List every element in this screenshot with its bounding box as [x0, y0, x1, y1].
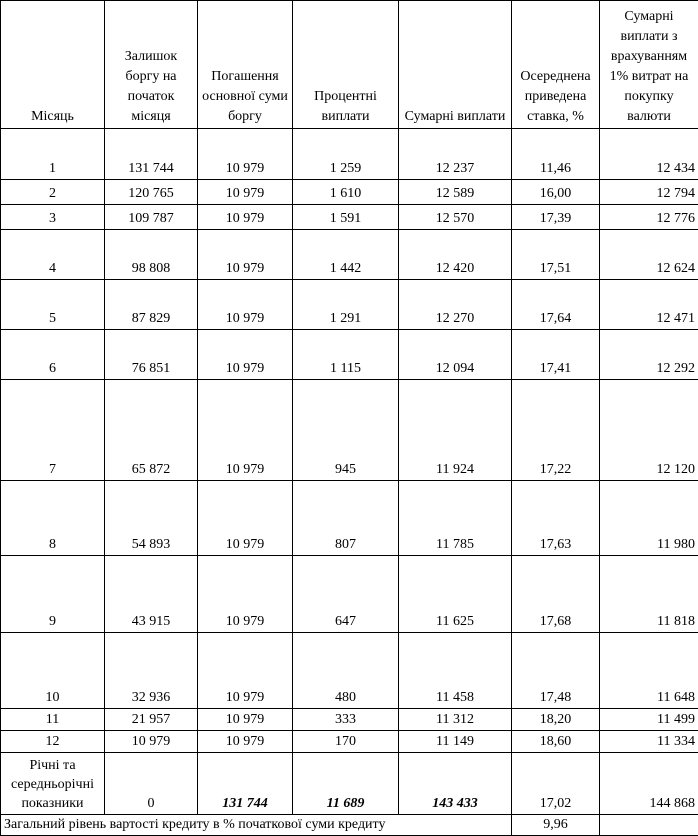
cell-total: 11 785 — [399, 481, 512, 556]
cell-total-fx: 12 624 — [600, 230, 698, 280]
table-row — [1, 731, 698, 753]
cell-total: 12 570 — [399, 205, 512, 230]
cell-rate: 18,60 — [512, 731, 600, 753]
cell-debt-balance: 109 787 — [105, 205, 198, 230]
cell-principal: 10 979 — [198, 380, 293, 481]
cell-principal: 10 979 — [198, 180, 293, 205]
cell-principal: 10 979 — [198, 205, 293, 230]
cell-total-fx: 12 776 — [600, 205, 698, 230]
cell-total-fx: 11 980 — [600, 481, 698, 556]
cell-total-fx: 11 499 — [600, 709, 698, 731]
cell-interest: 170 — [293, 731, 399, 753]
totals-total: 143 433 — [399, 753, 512, 815]
cell-principal: 10 979 — [198, 230, 293, 280]
cell-interest: 945 — [293, 380, 399, 481]
cell-rate: 17,64 — [512, 280, 600, 330]
footer-row — [1, 815, 698, 836]
cell-total: 11 458 — [399, 633, 512, 709]
cell-principal: 10 979 — [198, 481, 293, 556]
table-row — [1, 330, 698, 380]
footer-value: 9,96 — [512, 815, 600, 836]
table-row — [1, 280, 698, 330]
cell-rate: 18,20 — [512, 709, 600, 731]
cell-month: 8 — [1, 481, 105, 556]
header-debt-balance: Залишок боргу на початок місяця — [105, 1, 198, 129]
cell-rate: 11,46 — [512, 129, 600, 180]
cell-rate: 17,41 — [512, 330, 600, 380]
cell-month: 3 — [1, 205, 105, 230]
cell-debt-balance: 87 829 — [105, 280, 198, 330]
cell-principal: 10 979 — [198, 330, 293, 380]
cell-month: 12 — [1, 731, 105, 753]
cell-debt-balance: 131 744 — [105, 129, 198, 180]
cell-month: 2 — [1, 180, 105, 205]
cell-rate: 17,48 — [512, 633, 600, 709]
footer-blank-cell — [600, 815, 698, 836]
cell-total-fx: 11 818 — [600, 556, 698, 633]
cell-total-fx: 12 794 — [600, 180, 698, 205]
cell-rate: 17,68 — [512, 556, 600, 633]
cell-debt-balance: 76 851 — [105, 330, 198, 380]
cell-interest: 1 259 — [293, 129, 399, 180]
table-row — [1, 556, 698, 633]
cell-total: 12 589 — [399, 180, 512, 205]
cell-interest: 1 291 — [293, 280, 399, 330]
cell-debt-balance: 32 936 — [105, 633, 198, 709]
table-row — [1, 230, 698, 280]
table-row — [1, 633, 698, 709]
header-total-with-fx-cost: Сумарні виплати з врахуванням 1% витрат на покупку валюти — [600, 1, 698, 129]
cell-month: 9 — [1, 556, 105, 633]
table-row — [1, 709, 698, 731]
totals-row — [1, 753, 698, 815]
cell-total-fx: 12 120 — [600, 380, 698, 481]
header-principal-repayment: Погашення основної суми боргу — [198, 1, 293, 129]
cell-total-fx: 12 471 — [600, 280, 698, 330]
header-interest-payments: Процентні виплати — [293, 1, 399, 129]
cell-month: 6 — [1, 330, 105, 380]
cell-month: 10 — [1, 633, 105, 709]
totals-interest: 11 689 — [293, 753, 399, 815]
header-total-payments: Сумарні виплати — [399, 1, 512, 129]
header-average-rate: Осереднена приведена ставка, % — [512, 1, 600, 129]
table-row — [1, 481, 698, 556]
table-row — [1, 380, 698, 481]
totals-total-fx: 144 868 — [600, 753, 698, 815]
cell-debt-balance: 10 979 — [105, 731, 198, 753]
cell-interest: 333 — [293, 709, 399, 731]
cell-total: 11 924 — [399, 380, 512, 481]
cell-total-fx: 11 648 — [600, 633, 698, 709]
cell-principal: 10 979 — [198, 633, 293, 709]
cell-debt-balance: 54 893 — [105, 481, 198, 556]
cell-total: 12 420 — [399, 230, 512, 280]
cell-total: 11 625 — [399, 556, 512, 633]
cell-month: 4 — [1, 230, 105, 280]
table-row — [1, 129, 698, 180]
cell-total: 12 094 — [399, 330, 512, 380]
cell-debt-balance: 65 872 — [105, 380, 198, 481]
totals-rate: 17,02 — [512, 753, 600, 815]
cell-month: 1 — [1, 129, 105, 180]
cell-rate: 17,63 — [512, 481, 600, 556]
cell-total-fx: 12 292 — [600, 330, 698, 380]
cell-interest: 1 442 — [293, 230, 399, 280]
footer-label: Загальний рівень вартості кредиту в % початкової суми кредиту — [1, 815, 512, 836]
totals-principal: 131 744 — [198, 753, 293, 815]
table-row — [1, 205, 698, 230]
cell-interest: 807 — [293, 481, 399, 556]
cell-rate: 17,22 — [512, 380, 600, 481]
cell-rate: 16,00 — [512, 180, 600, 205]
cell-month: 11 — [1, 709, 105, 731]
cell-principal: 10 979 — [198, 556, 293, 633]
cell-interest: 1 115 — [293, 330, 399, 380]
cell-principal: 10 979 — [198, 731, 293, 753]
cell-rate: 17,51 — [512, 230, 600, 280]
totals-label: Річні та середньорічні показники — [1, 753, 105, 815]
cell-principal: 10 979 — [198, 129, 293, 180]
totals-debt-balance: 0 — [105, 753, 198, 815]
cell-principal: 10 979 — [198, 280, 293, 330]
cell-interest: 480 — [293, 633, 399, 709]
cell-interest: 647 — [293, 556, 399, 633]
cell-interest: 1 610 — [293, 180, 399, 205]
header-row — [1, 1, 698, 129]
cell-total-fx: 12 434 — [600, 129, 698, 180]
cell-debt-balance: 120 765 — [105, 180, 198, 205]
cell-debt-balance: 98 808 — [105, 230, 198, 280]
cell-total: 11 149 — [399, 731, 512, 753]
table-row — [1, 180, 698, 205]
header-month: Місяць — [1, 1, 105, 129]
cell-total: 12 237 — [399, 129, 512, 180]
cell-rate: 17,39 — [512, 205, 600, 230]
cell-month: 7 — [1, 380, 105, 481]
cell-total: 11 312 — [399, 709, 512, 731]
cell-interest: 1 591 — [293, 205, 399, 230]
cell-debt-balance: 21 957 — [105, 709, 198, 731]
cell-total-fx: 11 334 — [600, 731, 698, 753]
cell-month: 5 — [1, 280, 105, 330]
cell-principal: 10 979 — [198, 709, 293, 731]
cell-total: 12 270 — [399, 280, 512, 330]
cell-debt-balance: 43 915 — [105, 556, 198, 633]
